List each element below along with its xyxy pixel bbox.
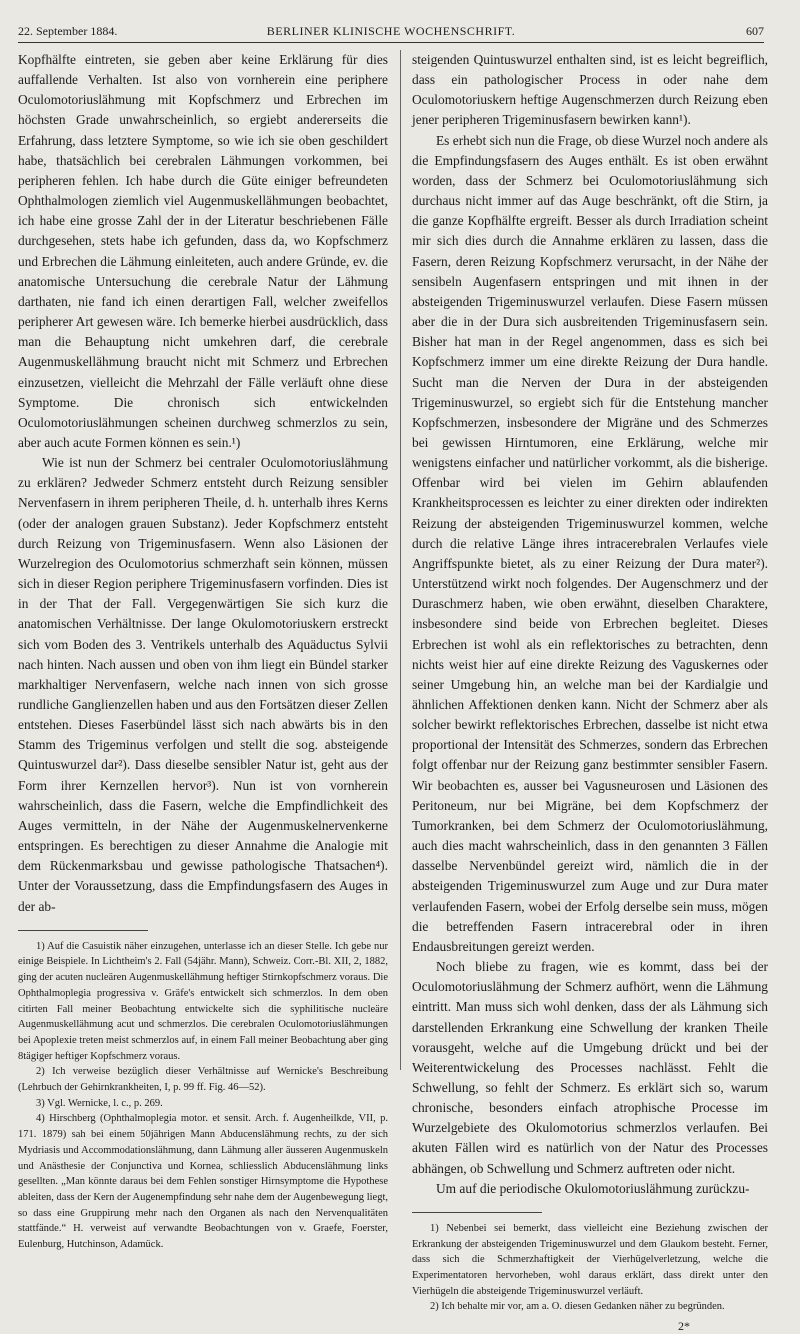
body-paragraph: Kopfhälfte eintreten, sie geben aber keine Erklärung für dies auffallende Verhalten. Ist also von vornherein eine periphere Oculomotoriuslähmung mit Kopfschmerz und Erbrechen im höchsten Grade unwahrscheinlich, so ergiebt andererseits die Erfahrung, dass letztere Symptome, so wie ich sie oben geschildert habe, thatsächlich bei cerebralen Lähmungen vorkommen, bei peripheren fehlen. Ich habe durch die Güte einiger befreundeten Ophthalmologen ziemlich viel Augenmuskellähmungen beobachtet, ich habe eine grosse Zahl der in der Literatur beschriebenen Fälle durchgesehen, stets habe ich gefunden, dass da, wo Kopfschmerz und Erbrechen die Lähmung einleiteten, auch andere Gründe, ev. die anatomische Untersuchung die cerebrale Natur der Lähmung darthaten, nie fand ich einen derartigen Fall, welcher zweifellos peripherer Art gewesen wäre. Ich bemerke hierbei ausdrücklich, dass man die Behauptung nicht umkehren darf, die cerebrale Augenmuskellähmung braucht nicht mit Schmerz und Erbrechen einzusetzen, vielleicht die Mehrzahl der Fälle verläuft ohne diese Symptome. Die chronisch sich entwickelnden Oculomotoriuslähmungen scheinen durchweg schmerzlos zu sein, aber auch acute Formen können es sein.¹) — [18, 52, 388, 450]
footnote: 2) Ich behalte mir vor, am a. O. diesen Gedanken näher zu begründen. — [430, 1301, 725, 1313]
body-paragraph: Noch bliebe zu fragen, wie es kommt, dass bei der Oculomotoriuslähmung der Schmerz aufhört, wenn die Lähmung eintritt. Man muss sich wohl denken, dass der als Lähmung sich darstellenden Erkrankung eine Schwellung der kranken Theile vorausgeht, welche auf die Umgebung drückt und bei der Weiterentwickelung des Processes nachlässt. Fehlt die Schwellung, so fehlt der Schmerz. Es erklärt sich so, warum chronische, besonders einfach atrophische Processe im Wurzelgebiete des Okulomotorius schmerzlos verlaufen. Bei akuten Fällen wird es natürlich von der Natur des Processes abhängen, ob Schwellung und Schmerz auftreten oder nicht. — [412, 959, 768, 1176]
right-column — [412, 50, 768, 1334]
body-paragraph: Wie ist nun der Schmerz bei centraler Oculomotoriuslähmung zu erklären? Jedweder Schmerz entsteht durch Reizung sensibler Nervenfasern in ihrem peripheren Theile, d. h. unterhalb ihres Kerns (oder der analogen grauen Substanz). Jeder Kopfschmerz entsteht durch Reizung von Trigeminusfasern. Wenn also Läsionen der Wurzelregion des Oculomotorius schmerzhaft sein können, müssen sich in dieser Region periphere Trigeminusfasern vorfinden. Dies ist in der That der Fall. Vergegenwärtigen Sie sich kurz die anatomischen Verhältnisse. Der lange Okulomotoriuskern erstreckt sich vom Boden des 3. Ventrikels unterhalb des Aquäductus Sylvii nach hinten. Nach aussen und oben von ihm liegt ein Bündel starker markhaltiger Nervenfasern, welche nach innen von sich grosse rundliche Ganglienzellen haben und aus den Fortsätzen dieser Zellen entstehen. Dieses Faserbündel lässt sich nach abwärts bis in den Stamm des Trigeminus verfolgen und stellt die sog. absteigende Quintuswurzel dar²). Dass dieselbe sensibler Natur ist, geht aus der Form ihrer Kernzellen hervor³). Nun ist von vornherein wahrscheinlich, dass die Fasern, welche die Empfindlichkeit des Auges vermitteln, in der Nähe der Augenmuskelnervenkerne entspringen. Es berechtigen zu dieser Annahme die Analogie mit dem Rückenmarksbau und gewisse pathologische Thatsachen⁴). Unter der Voraussetzung, dass die Empfindungsfasern des Auges in der ab- — [18, 455, 388, 914]
footnotes-left — [18, 939, 388, 1253]
footnote: 1) Nebenbei sei bemerkt, dass vielleicht eine Beziehung zwischen der Erkrankung der absteigenden Trigeminuswurzel und dem Glaukom besteht. Ferner, dass sich die Schmerzhaftigkeit der Vierhügelverletzung, welche die Experimentatoren hervorheben, wohl daraus erklärt, dass direkt unter den Vierhügeln die absteigende Trigeminuswurzel verläuft. — [412, 1222, 768, 1297]
signature-mark: 2* — [678, 1319, 690, 1334]
footnote-separator — [412, 1212, 542, 1213]
page-number: 607 — [746, 24, 764, 38]
issue-date: 22. September 1884. — [18, 24, 118, 38]
footnote: 2) Ich verweise bezüglich dieser Verhältnisse auf Wernicke's Beschreibung (Lehrbuch der Gehirnkrankheiten, I, p. 99 ff. Fig. 46—52). — [18, 1066, 388, 1094]
footnotes-right — [412, 1221, 768, 1315]
footnote: 3) Vgl. Wernicke, l. c., p. 269. — [36, 1097, 163, 1109]
left-column — [18, 50, 388, 1251]
body-paragraph: steigenden Quintuswurzel enthalten sind, ist es leicht begreiflich, dass ein pathologischer Process in oder nahe dem Oculomotoriuskern heftige Augenschmerzen durch Reizung eben jener peripheren Trigeminusfasern bewirken kann¹). — [412, 52, 768, 128]
footnote-separator — [18, 930, 148, 931]
body-paragraph: Es erhebt sich nun die Frage, ob diese Wurzel noch andere als die Empfindungsfasern des Auges enthält. Es ist oben erwähnt worden, dass der Schmerz bei Oculomotoriuslähmung sich durchaus nicht immer auf das Auge beschränkt, oft die Stirn, ja die ganze Kopfhälfte ergreift. Besser als durch Irradiation scheint mir sich dies durch die Annahme erklären zu lassen, dass die Fasern, deren Reizung Kopfschmerz verursacht, in der Nähe der sensibeln Augenfasern entspringen und mit ihnen in der absteigenden Trigeminuswurzel verlaufen. Diese Fasern müssen aber die in der Dura sich ausbreitenden Trigeminusfasern sein. Bisher hat man in der Regel angenommen, dass es sich bei Kopfschmerz immer um eine direkte Reizung der Dura handle. Sucht man die Nerven der Dura in der absteigenden Trigeminuswurzel, so ergiebt sich für die Entstehung mancher Kopfschmerzen, insbesondere der Migräne und des Schmerzes bei gewissen Hirntumoren, eine Erklärung, welche mir wenigstens einfacher und natürlicher vorkommt, als die bisherige. Offenbar wird bei vielen im Gehirn ablaufenden Krankheitsprocessen es leichter zu einer direkten oder indirekten Reizung der absteigenden Trigeminuswurzel kommen, welche durch die relative Länge ihres intracerebralen Verlaufes viele Angriffspunkte bietet, als zu einer Reizung der Dura mater²). Unterstützend wirkt noch folgendes. Der Augenschmerz und der Duraschmerz haben, wie oben erwähnt, dieselben Charaktere, insbesondere sind beide von Erbrechen begleitet. Dieses Erbrechen ist wohl als ein reflektorisches zu betrachten, denn nichts weist hier auf eine direkte Reizung des Vaguskernes oder seiner Umgebung hin, an welche man bei der Kardialgie und ähnlichen Affektionen denken kann. Nicht der Schmerz aber als solcher bewirkt reflektorisches Erbrechen, dasselbe ist nicht etwa proportional der Intensität des Schmerzes, sondern das Erbrechen folgt offenbar nur der Reizung ganz bestimmter sensibler Fasern. Wir beobachten es, ausser bei Vagusneurosen und Läsionen des Peritoneum, nur bei Migräne, bei dem Kopfschmerz der Tumorkranken, bei dem Schmerz der Oculomotoriuslähmung, auch dies macht wahrscheinlich, dass in den genannten 3 Fällen dasselbe Nervenbündel gereizt wird, nämlich die in der absteigenden Trigeminuswurzel zum Auge und zur Dura mater verlaufenden Fasern, wobei der Erfolg derselbe sein muss, mögen die betreffenden Fasern intracerebral oder in ihren Endausbreitungen gereizt werden. — [412, 132, 768, 954]
journal-title: BERLINER KLINISCHE WOCHENSCHRIFT. — [266, 24, 516, 38]
body-paragraph: Um auf die periodische Okulomotoriuslähmung zurückzu- — [436, 1180, 750, 1196]
running-header — [18, 20, 764, 43]
column-rule — [400, 50, 401, 1070]
footnote: 4) Hirschberg (Ophthalmoplegia motor. et sensit. Arch. f. Augenheilkde, VII, p. 171. 1879) sah bei einem 50jährigen Mann Abducenslähmung rechts, zu der sich Mydriasis und Accommodationslähmung, dann Lähmung aller äusseren Augenmuskeln und Anästhesie der Conjunctiva und Kornea, schliesslich Abducenslähmung links gesellten. „Man könnte daraus bei dem Fehlen sonstiger Hirnsymptome die Hypothese ableiten, dass der Kern der Augenempfindung sehr nahe dem der Augenbewegung liegt, so dass eine Gruppirung mehr nach den Organen als nach den Nervenqualitäten stattfände.“ H. verweist auf verwandte Beobachtungen von v. Graefe, Foerster, Eulenburg, Hutchinson, Adamück. — [18, 1113, 388, 1251]
footnote: 1) Auf die Casuistik näher einzugehen, unterlasse ich an dieser Stelle. Ich gebe nur einige Beispiele. In Lichtheim's 2. Fall (54jähr. Mann), Schweiz. Corr.-Bl. XII, 2, 1882, ging der acuten nucleären Augenmuskellähmung heftiger Stirnkopfschmerz voraus. Die Ophthalmoplegia progressiva v. Gräfe's entwickelt sich schmerzlos. In dem oben citirten Fall meiner Beobachtung entwickelte sich die syphilitische nucleäre Augenmuskellähmung acut und schmerzlos. Die cerebralen Oculomotoriuslähmungen bei Apoplexie treten meist schmerzlos auf, in einem Fall meiner Beobachtung aber ging 8tägiger heftiger Kopfschmerz voraus. — [18, 940, 388, 1062]
